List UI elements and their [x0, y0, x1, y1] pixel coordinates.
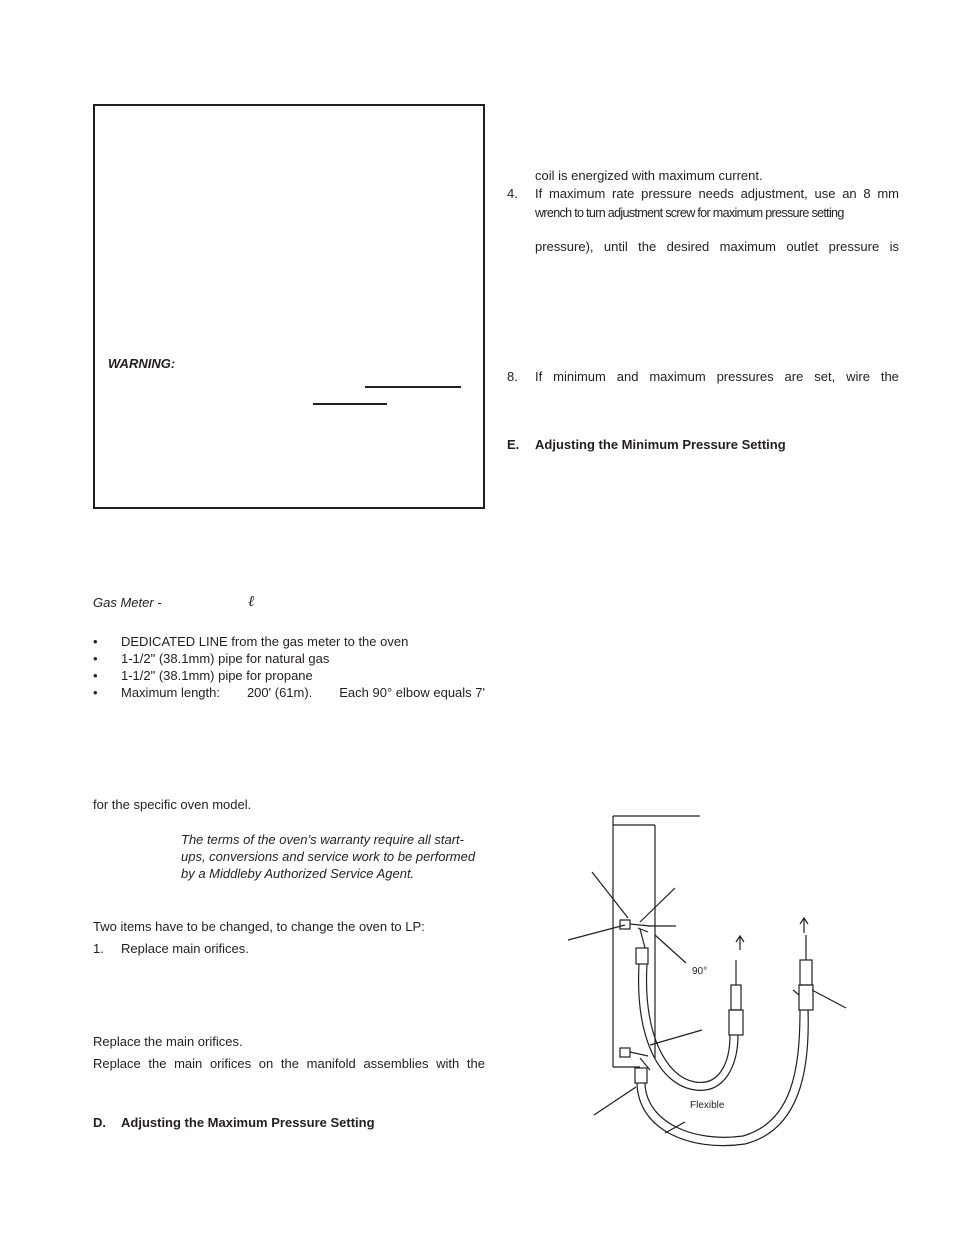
word: the	[280, 1056, 299, 1071]
step-1-text: Replace main orifices.	[121, 941, 249, 956]
elbow-upper	[640, 929, 645, 948]
bullet-marker: •	[93, 634, 98, 649]
word: Replace	[93, 1056, 141, 1071]
word: wire	[846, 369, 870, 384]
word: are	[784, 369, 804, 384]
max-length-part: 200' (61m).	[246, 685, 313, 700]
step-4-line-3	[535, 239, 899, 255]
word: pressure	[828, 239, 880, 254]
center-pipe	[731, 985, 741, 1010]
step-4-line-2: wrench to turn adjustment screw for maximum pressure setting	[535, 206, 844, 220]
word: with	[436, 1056, 460, 1071]
max-length-part: Each 90° elbow equals 7'	[339, 685, 485, 700]
warning-underline-2	[313, 403, 387, 405]
label-90-degree: 90°	[692, 966, 708, 977]
list-item: 1-1/2" (38.1mm) pipe for propane	[121, 668, 313, 683]
replace-main-text: Replace the main orifices.	[93, 1034, 243, 1049]
warning-underline-1	[365, 386, 461, 388]
list-item: DEDICATED LINE from the gas meter to the oven	[121, 634, 409, 649]
word: use	[814, 186, 836, 201]
bullet-marker: •	[93, 651, 98, 666]
leader-line	[655, 935, 686, 963]
word: minimum	[553, 369, 606, 384]
word: pressure),	[535, 239, 594, 254]
gas-meter-label: Gas Meter -	[93, 595, 162, 610]
step-4-line-1	[535, 186, 899, 202]
word: If	[535, 369, 543, 384]
word: maximum	[719, 239, 777, 254]
leader-line	[594, 1087, 636, 1115]
max-length-part: Maximum length:	[121, 685, 220, 700]
list-item-max-length	[121, 685, 485, 701]
gas-connection-diagram	[555, 808, 855, 1158]
word: outlet	[786, 239, 819, 254]
upper-coupling	[636, 948, 648, 964]
word: the	[880, 369, 899, 384]
word: pressure	[641, 186, 692, 201]
section-e-letter: E.	[507, 437, 520, 452]
word: the	[466, 1056, 485, 1071]
section-d-title: Adjusting the Maximum Pressure Setting	[121, 1115, 375, 1130]
leader-line	[665, 1122, 685, 1133]
step-8-number: 8.	[507, 369, 518, 384]
section-d-letter: D.	[93, 1115, 106, 1130]
word: on	[258, 1056, 274, 1071]
word: an	[842, 186, 857, 201]
warning-label: WARNING:	[108, 356, 176, 371]
step-1-number: 1.	[93, 941, 104, 956]
warning-box	[93, 104, 485, 509]
list-item: 1-1/2" (38.1mm) pipe for natural gas	[121, 651, 330, 666]
word: main	[174, 1056, 203, 1071]
word: is	[889, 239, 899, 254]
word: the	[638, 239, 657, 254]
word: set,	[814, 369, 836, 384]
wall-bottom-diagonal	[650, 1030, 702, 1045]
leader-line	[640, 888, 675, 922]
word: adjustment,	[740, 186, 808, 201]
word: rate	[612, 186, 635, 201]
arrow-up-icon	[736, 936, 744, 950]
bullet-marker: •	[93, 668, 98, 683]
specific-model-text: for the specific oven model.	[93, 797, 252, 812]
word: desired	[666, 239, 710, 254]
word: needs	[698, 186, 734, 201]
word: pressures	[716, 369, 774, 384]
word: assemblies	[363, 1056, 429, 1071]
word: maximum	[548, 186, 606, 201]
word: If	[535, 186, 543, 201]
word: orifices	[209, 1056, 252, 1071]
leader-line	[592, 872, 628, 918]
word: 8	[863, 186, 871, 201]
right-valve-handle	[793, 990, 799, 995]
warranty-line: ups, conversions and service work to be performed	[181, 849, 476, 864]
word: maximum	[649, 369, 706, 384]
arrow-up-icon	[800, 918, 808, 933]
section-e-title: Adjusting the Minimum Pressure Setting	[535, 437, 786, 452]
hose-lower-outer	[637, 1010, 808, 1146]
label-flexible: Flexible	[690, 1100, 725, 1111]
bullet-marker: •	[93, 685, 98, 700]
hose-upper-outer	[639, 964, 738, 1090]
coil-text: coil is energized with maximum current.	[535, 168, 763, 183]
word: manifold	[306, 1056, 356, 1071]
upper-fitting-nut	[620, 920, 630, 929]
replace-manifold-line	[93, 1056, 485, 1072]
lower-fitting-nut	[620, 1048, 630, 1057]
step-4-number: 4.	[507, 186, 518, 201]
center-valve-body	[729, 1010, 743, 1035]
word: until	[603, 239, 628, 254]
step-8-line	[535, 369, 899, 385]
leader-line	[568, 925, 625, 940]
right-valve-body	[799, 985, 813, 1010]
warranty-line: by a Middleby Authorized Service Agent.	[181, 866, 415, 881]
right-pipe	[800, 960, 812, 985]
word: mm	[877, 186, 899, 201]
lower-coupling	[635, 1068, 647, 1083]
two-items-text: Two items have to be changed, to change the oven to LP:	[93, 919, 425, 934]
word: and	[616, 369, 639, 384]
hose-lower-inner	[645, 1010, 800, 1137]
word: the	[148, 1056, 167, 1071]
gas-meter-symbol: ℓ	[248, 592, 255, 610]
warranty-line: The terms of the oven’s warranty require all start-	[181, 832, 464, 847]
leader-line	[812, 990, 846, 1008]
